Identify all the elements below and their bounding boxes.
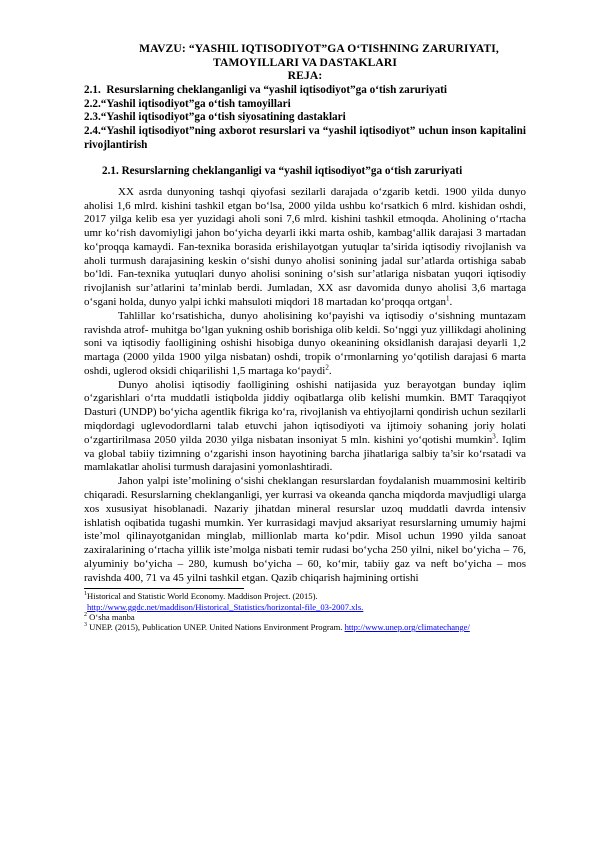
toc-item: 2.3.“Yashil iqtisodiyot”ga o‘tish siyosatining dastaklari bbox=[84, 111, 346, 124]
title-line-2: TAMOYILLARI VA DASTAKLARI bbox=[213, 55, 397, 69]
toc-item: 2.2.“Yashil iqtisodiyot”ga o‘tish tamoyillari bbox=[84, 97, 291, 110]
section-heading: 2.1. Resurslarning cheklanganligi va “yashil iqtisodiyot”ga o‘tish zaruriyati bbox=[102, 164, 463, 177]
plan-heading: REJA: bbox=[287, 69, 323, 83]
footnote-separator bbox=[84, 588, 244, 589]
footnote-ref[interactable]: 2 bbox=[325, 363, 329, 372]
page-content bbox=[84, 42, 526, 632]
footnote-ref[interactable]: 3 bbox=[492, 432, 496, 441]
paragraph: Jahon yalpi iste’molining o‘sishi cheklangan resurslardan foydalanish muammosini keltirib chiqaradi. Resurslarning cheklanganligi, yer kurrasi va okeanda qancha miqdorda mavjudligi ularga xos xususiyat hisoblanadi. Nazariy jihatdan mineral resurslar uzoq muddatli davrda intensiv ishlatish oqibatida tugashi mumkin. Yer kurrasidagi mavjud aksariyat resurslarning umumiy hajmi iste’mol qilinayotganidan minglab, millionlab marta ko‘pdir. Misol uchun 1990 yilda sanoat zaxiralarining o‘rtacha yillik iste’molga nisbati temir rudasi bo‘ycha 250 yilni, nikel bo‘yicha – 76, alyuminiy bo‘yicha – 280, kumush bo‘yicha – 60, ko‘mir, tabiiy gaz va neft bo‘yicha – mos ravishda 400, 71 va 45 yilni tashkil etgan. Qazib chiqarish hajmining ortishi bbox=[84, 475, 526, 584]
toc-item: 2.1. Resurslarning cheklanganligi va “yashil iqtisodiyot”ga o‘tish zaruriyati bbox=[84, 83, 448, 96]
footnote-1-link[interactable]: http://www.ggdc.net/maddison/Historical_Statistics/horizontal-file_03-2007.xls. bbox=[87, 601, 364, 612]
footnote-ref[interactable]: 1 bbox=[446, 294, 450, 303]
footnote-1-link-row bbox=[84, 602, 526, 612]
table-of-contents bbox=[84, 84, 526, 153]
toc-item: 2.4.“Yashil iqtisodiyot”ning axborot resurslari va “yashil iqtisodiyot” uchun inson kapitalini rivojlantirish bbox=[84, 125, 526, 151]
paragraph: Tahlillar ko‘rsatishicha, dunyo aholisining ko‘payishi va iqtisodiy o‘sishning muntazam ravishda atrof- muhitga bo‘lgan yukning oshib borishiga olib keldi. So‘nggi yuz yillikdagi aholining soni va iqtisodiy faolligining oshishi hisobiga dunyo okeanining oksidlanish darajasi deyarli 1,2 martaga (2000 yilda 1900 yilga nisbatan) oshdi, tropik o‘rmonlarning yo‘qotilish darajasi 6 marta oshdi, uglerod oksidi chiqarilishi 1,5 martaga ko‘paydi$^2$. bbox=[84, 309, 526, 377]
footnotes bbox=[84, 591, 526, 632]
footnote-3-link[interactable]: http://www.unep.org/climatechange/ bbox=[344, 622, 470, 633]
paragraph: Dunyo aholisi iqtisodiy faolligining oshishi natijasida yuz berayotgan bunday iqlim o‘zgarishlari o‘rta muddatli istiqbolda jiddiy oqibatlarga olib kelishi mumkin. BMT Taraqqiyot Dasturi (UNDP) bo‘yicha agentlik fikriga ko‘ra, rivojlanish va ehtiyojlarni qondirish uchun sezilarli miqdordagi uglevodordlarni talab etuvchi jahon iqtisodiyoti va ijtimoiy sohaning joriy holati o‘zgartirilmasa 2050 yilda 2030 yilga nisbatan insoniyat 5 mln. kishini yo‘qotishi mumkin$^3$. Iqlim va global tabiiy tizimning o‘zgarishi inson hayotining barcha jihatlariga salbiy ta’sir ko‘rsatadi va mamlakatlar aholisi turmush darajasini yomonlashtiradi. bbox=[84, 378, 526, 474]
paragraph: XX asrda dunyoning tashqi qiyofasi sezilarli darajada o‘zgarib ketdi. 1900 yilda dunyo aholisi 1,6 mlrd. kishini tashkil etgan bo‘lsa, 2000 yilda ushbu ko‘rsatkich 6 mlrd. kishidan oshdi, 2017 yilga kelib esa yer yuzidagi aholi soni 7,6 mlrd. kishini tashkil etmoqda. Aholining o‘rtacha umr ko‘rish davomiyligi jahon bo‘yicha deyarli ikki marta oshib, kambag‘allik darajasi 3 martadan ko‘proqqa kamaydi. Fan-texnika borasida erishilayotgan yutuqlar ta’sirida iqtisodiy rivojlanish va aholi turmush darajasining keskin o‘sishi dunyo aholisi sonining jadal sur’atlarda ortishiga sabab bo‘ldi. Fan-texnika yutuqlari dunyo aholisi sonining o‘sish sur’atlariga nisbatan yuqori iqtisodiy rivojlanish sur’atlarini ta’minlab berdi. Jumladan, XX asr davomida dunyo aholisi 3,6 martaga o‘sgani holda, dunyo yalpi ichki mahsuloti miqdori 18 martadan ko‘proqqa ortgan$^1$. bbox=[84, 185, 526, 309]
footnote-3: $^3$ UNEP. (2015), Publication UNEP. United Nations Environment Program. http://www.unep.org/climatechange/ bbox=[84, 622, 470, 633]
footnote-2: $^2$ O‘sha manba bbox=[84, 611, 135, 622]
footnote-1: $^1$Historical and Statistic World Economy. Maddison Project. (2015). bbox=[84, 591, 318, 602]
title-line-1: MAVZU: “YASHIL IQTISODIYOT”GA O‘TISHNING ZARURIYATI, bbox=[139, 42, 499, 55]
body-text bbox=[84, 186, 526, 586]
document-title bbox=[84, 42, 526, 83]
